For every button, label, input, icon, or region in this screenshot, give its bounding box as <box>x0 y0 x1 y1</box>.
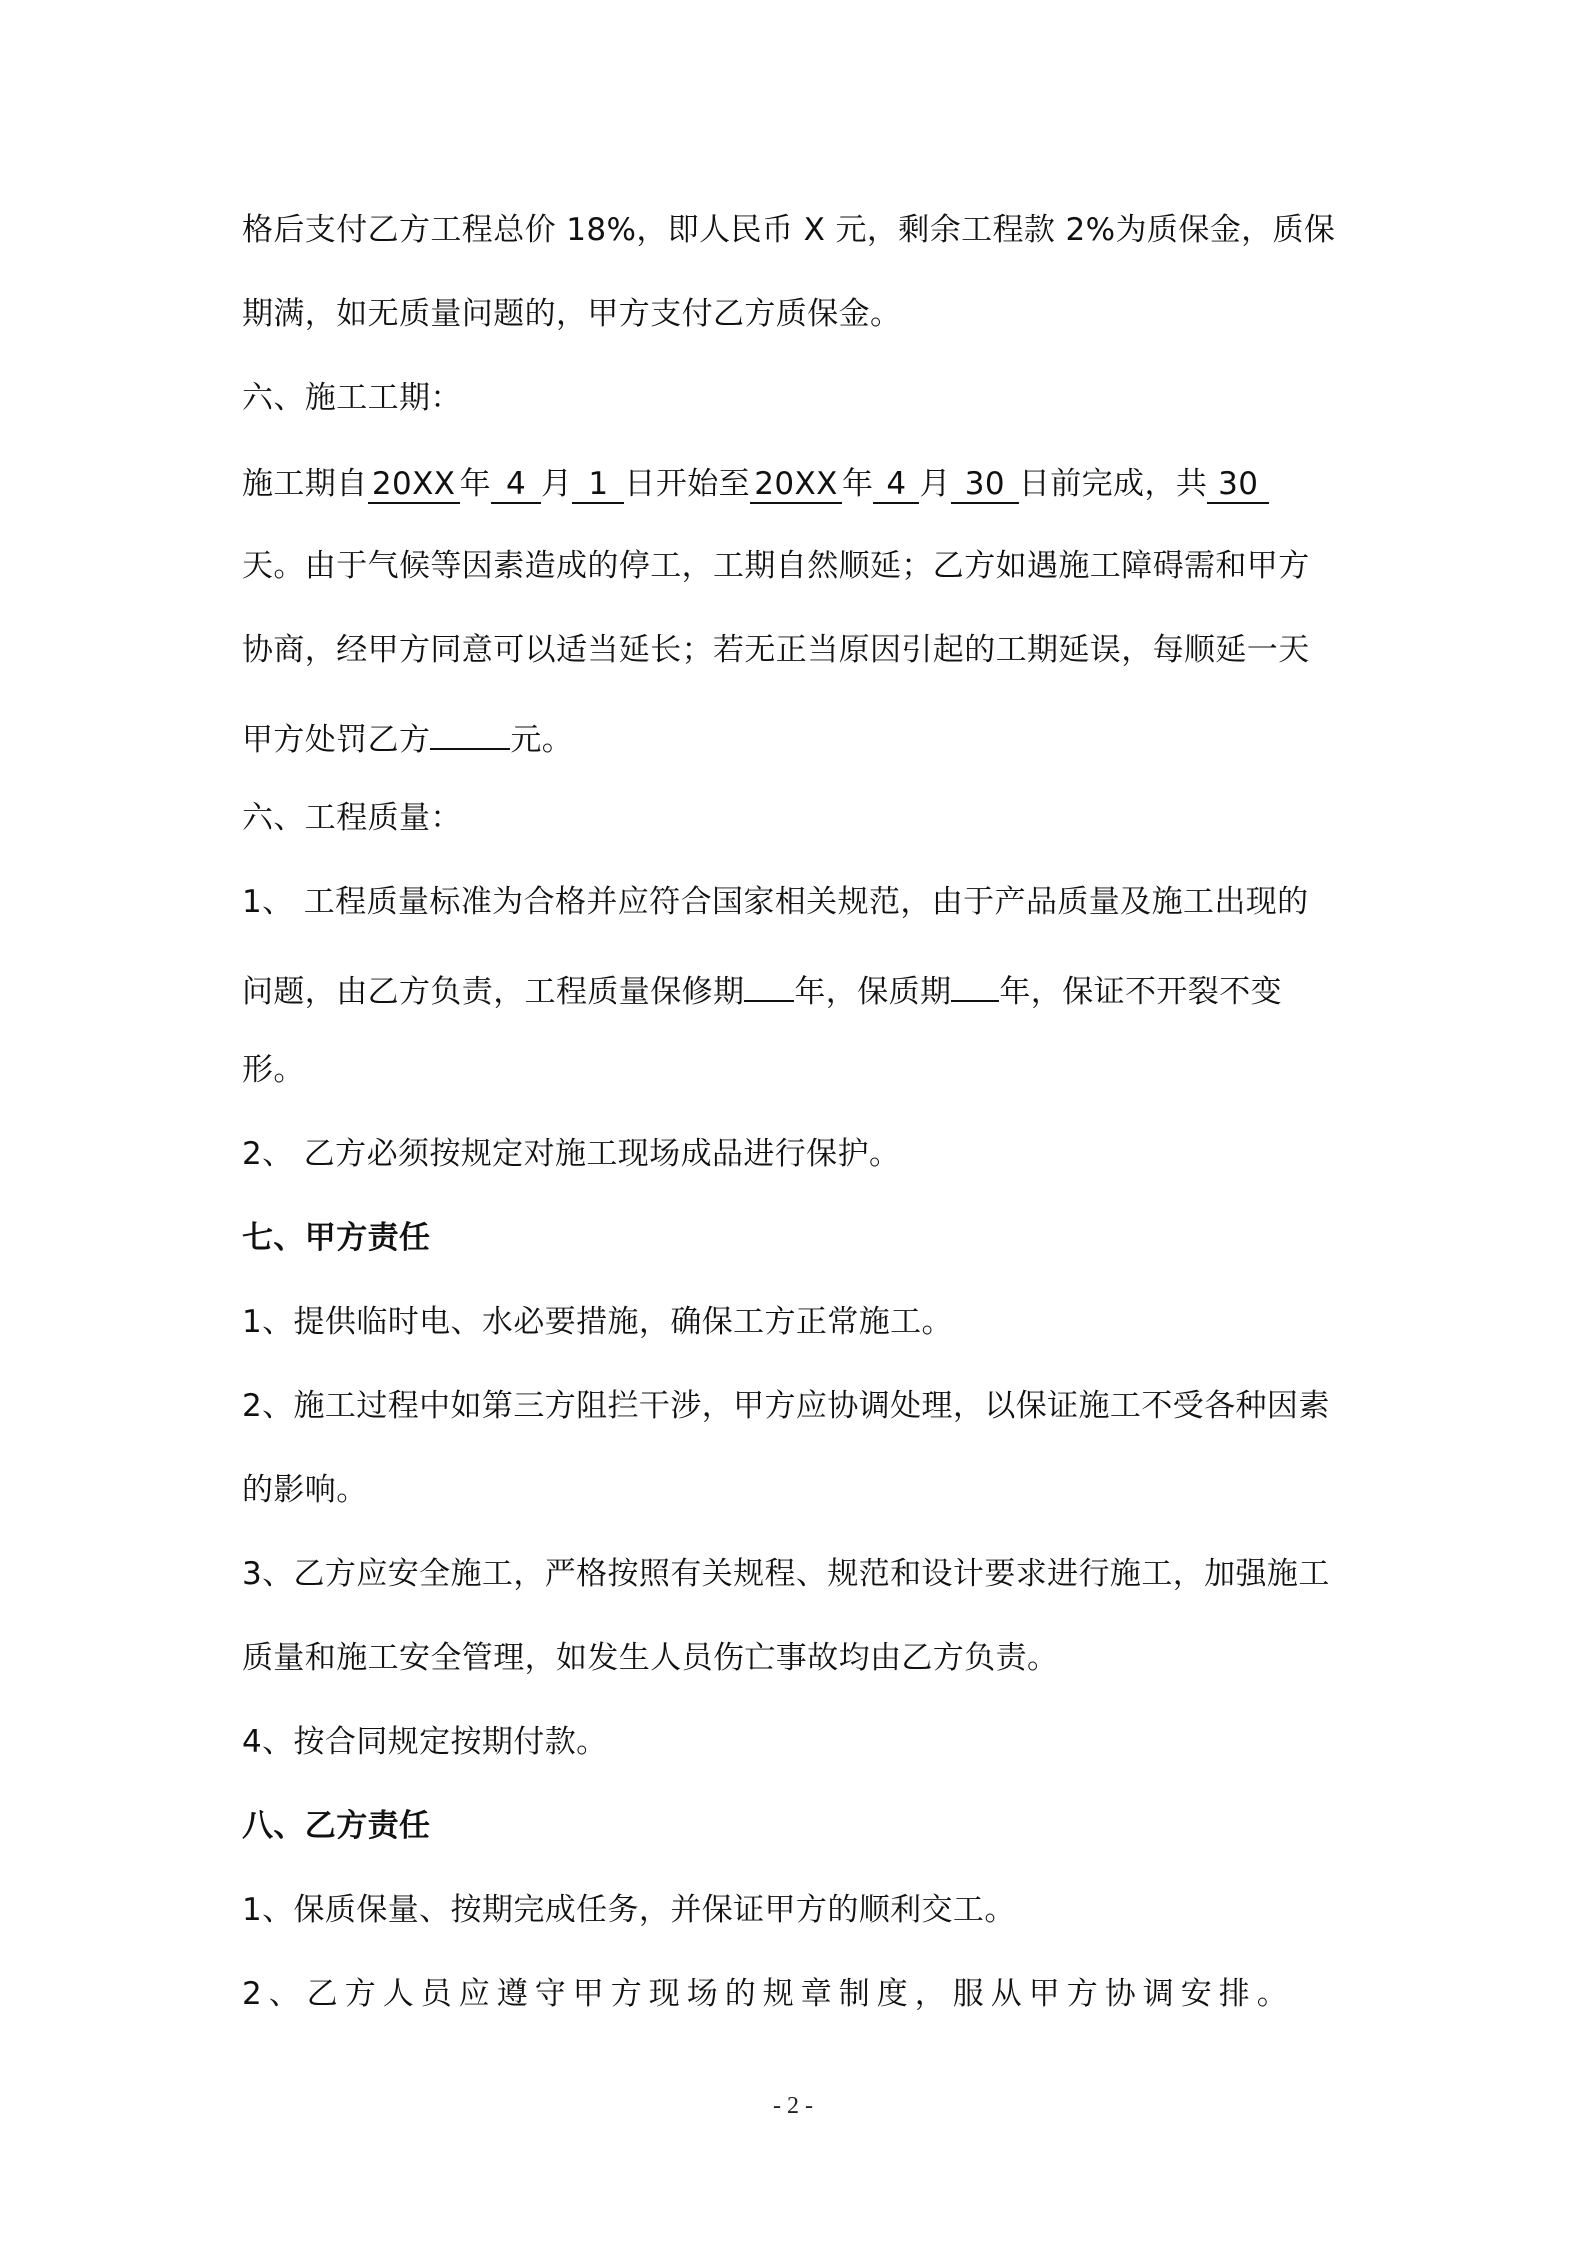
text-segment: 日前完成，共 <box>1018 466 1208 502</box>
text-segment: 年 <box>842 466 874 502</box>
paragraph-line: 期满，如无质量问题的，甲方支付乙方质保金。 <box>242 296 902 332</box>
paragraph-line: 形。 <box>242 1052 305 1088</box>
text-segment: 年 <box>459 466 492 502</box>
text-segment: 施工期自 <box>242 466 368 502</box>
total-days-field: 30 <box>1207 466 1269 504</box>
paragraph-line: 2、乙方人员应遵守甲方现场的规章制度，服从甲方协调安排。 <box>242 1976 1295 2012</box>
paragraph-line: 质量和施工安全管理，如发生人员伤亡事故均由乙方负责。 <box>242 1640 1059 1676</box>
paragraph-line: 1、保质保量、按期完成任务，并保证甲方的顺利交工。 <box>242 1892 1016 1928</box>
text-segment: 元。 <box>510 722 574 758</box>
paragraph-line: 2、施工过程中如第三方阻拦干涉，甲方应协调处理，以保证施工不受各种因素 <box>242 1388 1330 1424</box>
paragraph-line: 的影响。 <box>242 1472 368 1508</box>
text-segment: 年，保质期 <box>794 974 952 1010</box>
guarantee-years-blank <box>951 966 999 1002</box>
paragraph-line: 格后支付乙方工程总价 18%，即人民币 X 元，剩余工程款 2%为质保金，质保 <box>242 212 1336 248</box>
warranty-line <box>242 966 1282 1012</box>
end-year-field: 20XX <box>750 466 842 504</box>
page-number: - 2 - <box>773 2093 813 2119</box>
paragraph-line: 4、按合同规定按期付款。 <box>242 1724 608 1760</box>
start-month-field: 4 <box>491 466 541 504</box>
paragraph-line: 2、 乙方必须按规定对施工现场成品进行保护。 <box>242 1136 901 1172</box>
paragraph-line: 3、乙方应安全施工，严格按照有关规程、规范和设计要求进行施工，加强施工 <box>242 1556 1330 1592</box>
section-heading-party-a: 七、甲方责任 <box>242 1220 431 1256</box>
paragraph-line: 1、 工程质量标准为合格并应符合国家相关规范，由于产品质量及施工出现的 <box>242 884 1309 920</box>
text-segment: 问题，由乙方负责，工程质量保修期 <box>242 974 745 1010</box>
text-segment: 甲方处罚乙方 <box>242 722 431 758</box>
warranty-years-blank <box>744 966 794 1002</box>
construction-period-line <box>242 464 1269 504</box>
section-heading-party-b: 八、乙方责任 <box>242 1808 431 1844</box>
text-segment: 日开始至 <box>624 466 751 502</box>
paragraph-line: 协商，经甲方同意可以适当延长；若无正当原因引起的工期延误，每顺延一天 <box>242 632 1310 668</box>
section-heading-construction-period: 六、施工工期： <box>242 380 462 416</box>
text-segment: 月 <box>919 466 951 502</box>
text-segment: 月 <box>541 466 573 502</box>
paragraph-line: 天。由于气候等因素造成的停工，工期自然顺延；乙方如遇施工障碍需和甲方 <box>242 548 1310 584</box>
start-year-field: 20XX <box>368 466 460 504</box>
paragraph-line: 1、提供临时电、水必要措施，确保工方正常施工。 <box>242 1304 953 1340</box>
end-day-field: 30 <box>951 466 1019 504</box>
end-month-field: 4 <box>873 466 919 504</box>
section-heading-quality: 六、工程质量： <box>242 800 462 836</box>
start-day-field: 1 <box>572 466 624 504</box>
text-segment: 年，保证不开裂不变 <box>999 974 1283 1010</box>
penalty-line <box>242 714 573 760</box>
penalty-amount-blank <box>430 714 510 750</box>
